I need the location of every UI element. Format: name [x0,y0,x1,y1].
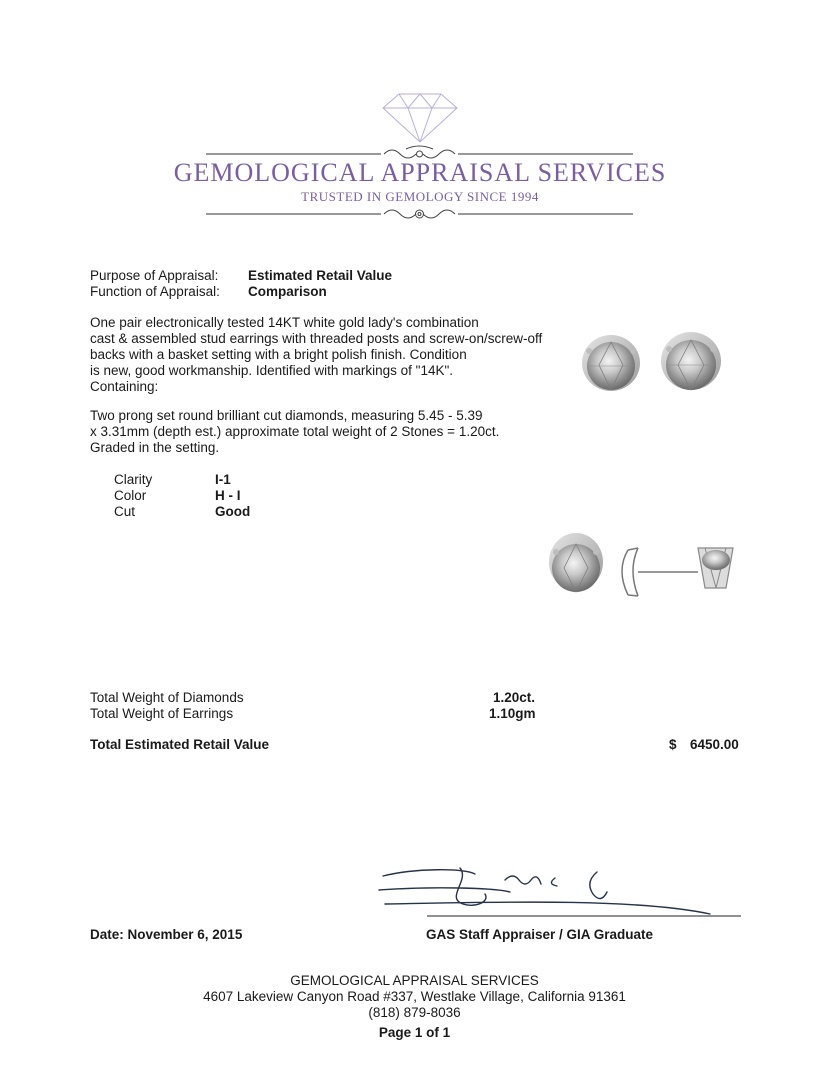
total-earrings-label: Total Weight of Earrings [90,706,234,721]
total-retail-value: 6450.00 [690,737,739,752]
footer-phone: (818) 879-8036 [368,1005,461,1020]
description-line: is new, good workmanship. Identified with markings of "14K". [90,363,454,378]
purpose-label: Purpose of Appraisal: [90,268,219,283]
color-value: H - I [215,488,241,503]
company-name: GEMOLOGICAL APPRAISAL SERVICES [173,158,667,187]
appraiser-title: GAS Staff Appraiser / GIA Graduate [426,927,654,942]
earring-profile-view [622,548,733,596]
clarity-value: I-1 [215,472,231,487]
description-line: Containing: [90,379,159,394]
purpose-value: Estimated Retail Value [248,268,393,283]
earring-front-view [549,533,603,592]
total-diamonds-value: 1.20ct. [493,690,536,705]
stone-line: x 3.31mm (depth est.) approximate total weight of 2 Stones = 1.20ct. [90,424,500,439]
description-line: cast & assembled stud earrings with threaded posts and screw-on/screw-off [90,331,543,346]
earring-right [661,332,721,390]
earring-left [582,335,640,391]
currency-symbol: $ [669,737,677,752]
total-earrings-value: 1.10gm [489,706,536,721]
ornament-divider-bottom [206,201,633,227]
description-line: backs with a basket setting with a bright polish finish. Condition [90,347,467,362]
total-diamonds-label: Total Weight of Diamonds [90,690,244,705]
earrings-front-photo [565,325,745,410]
item-description [90,315,560,395]
cut-label: Cut [114,504,136,519]
function-value: Comparison [248,284,327,299]
cut-value: Good [215,504,251,519]
footer-address: 4607 Lakeview Canyon Road #337, Westlake Village, California 91361 [203,989,626,1004]
stone-description [90,408,560,456]
appraiser-signature [375,858,745,920]
appraisal-date: Date: November 6, 2015 [90,927,243,942]
clarity-label: Clarity [114,472,153,487]
page-number: Page 1 of 1 [378,1025,451,1040]
company-tagline: TRUSTED IN GEMOLOGY SINCE 1994 [301,189,539,204]
diamond-icon [381,92,459,144]
earrings-side-photo [548,530,748,610]
description-line: One pair electronically tested 14KT white gold lady's combination [90,315,479,330]
stone-line: Graded in the setting. [90,440,220,455]
function-label: Function of Appraisal: [90,284,220,299]
color-label: Color [114,488,147,503]
total-retail-label: Total Estimated Retail Value [90,737,270,752]
stone-line: Two prong set round brilliant cut diamonds, measuring 5.45 - 5.39 [90,408,483,423]
footer-company: GEMOLOGICAL APPRAISAL SERVICES [290,973,539,988]
